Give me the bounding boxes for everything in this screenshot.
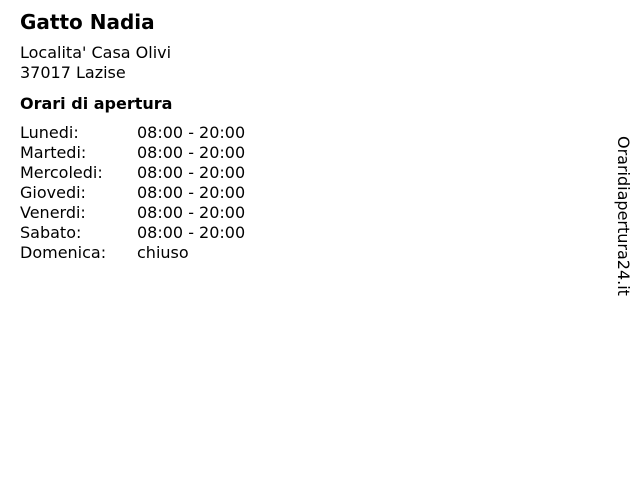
- address-line-city: 37017 Lazise: [20, 63, 126, 82]
- opening-hours-heading: Orari di apertura: [20, 94, 173, 113]
- hours-row-friday: [20, 203, 580, 223]
- time-value: 08:00 - 20:00: [137, 143, 246, 162]
- day-label: Venerdi:: [20, 203, 86, 222]
- hours-row-wednesday: [20, 163, 580, 183]
- hours-row-saturday: [20, 223, 580, 243]
- site-watermark: Oraridiapertura24.it: [614, 136, 633, 296]
- day-label: Domenica:: [20, 243, 107, 262]
- time-value: 08:00 - 20:00: [137, 203, 246, 222]
- business-address: [20, 43, 580, 83]
- day-label: Lunedi:: [20, 123, 79, 142]
- hours-row-thursday: [20, 183, 580, 203]
- hours-row-tuesday: [20, 143, 580, 163]
- time-value: chiuso: [137, 243, 189, 262]
- time-value: 08:00 - 20:00: [137, 223, 246, 242]
- day-label: Mercoledi:: [20, 163, 103, 182]
- business-name: Gatto Nadia: [20, 10, 155, 34]
- opening-hours-table: [20, 123, 580, 263]
- time-value: 08:00 - 20:00: [137, 123, 246, 142]
- time-value: 08:00 - 20:00: [137, 163, 246, 182]
- business-card: [20, 10, 580, 263]
- day-label: Sabato:: [20, 223, 82, 242]
- hours-row-sunday: [20, 243, 580, 263]
- day-label: Giovedi:: [20, 183, 86, 202]
- time-value: 08:00 - 20:00: [137, 183, 246, 202]
- address-line-street: Localita' Casa Olivi: [20, 43, 172, 62]
- hours-row-monday: [20, 123, 580, 143]
- day-label: Martedi:: [20, 143, 87, 162]
